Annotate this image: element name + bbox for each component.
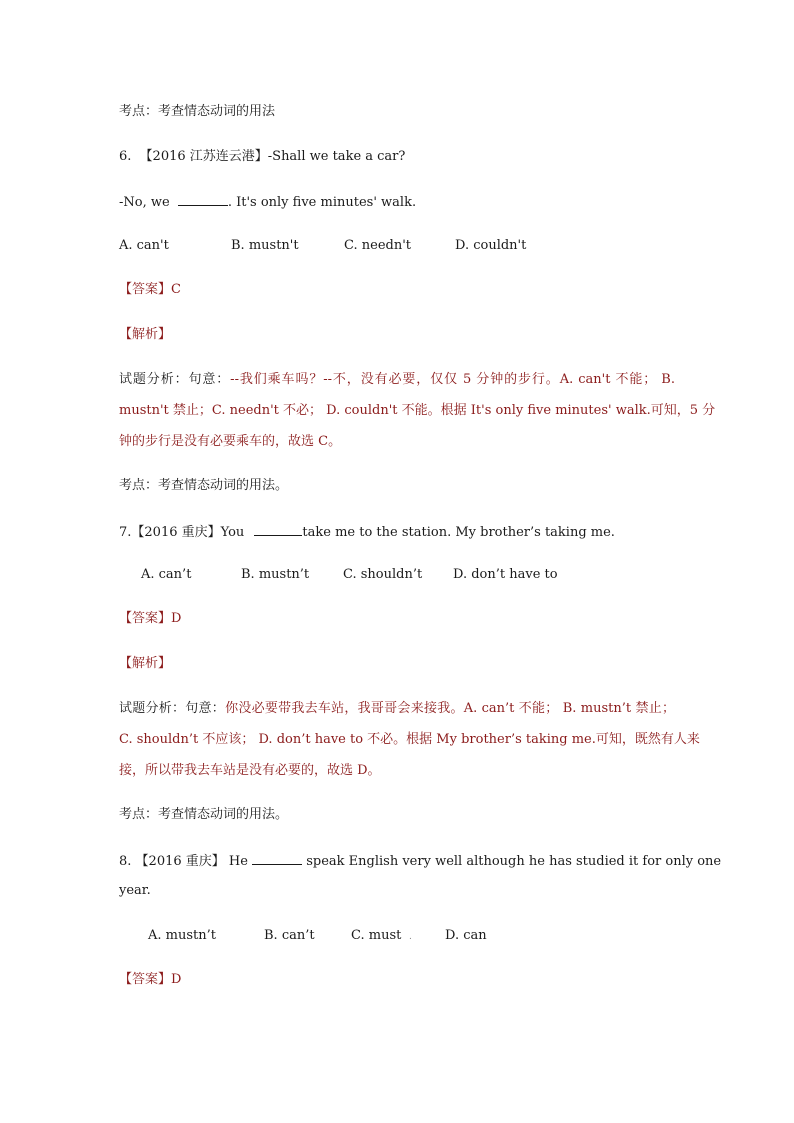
question-7-analysis-line-3 xyxy=(119,763,381,779)
kaodian-line-1 xyxy=(119,104,275,120)
question-source: 【2016 重庆】 xyxy=(131,525,221,540)
analysis-label: 【解析】 xyxy=(119,327,172,342)
question-6-analysis-line-1 xyxy=(119,372,675,388)
question-6-answer xyxy=(119,282,181,298)
option-b: B. mustn't xyxy=(231,238,299,253)
answer-blank xyxy=(254,523,302,536)
question-number: 8. xyxy=(119,854,132,869)
question-6-analysis-label xyxy=(119,327,171,343)
question-6-stem xyxy=(119,149,405,165)
question-stem: -Shall we take a car? xyxy=(267,149,406,164)
question-8-stem-line-2 xyxy=(119,883,151,899)
option-b: B. can’t xyxy=(264,928,315,943)
kaodian-text: 考点：考查情态动词的用法。 xyxy=(119,807,289,822)
analysis-text: 接，所以带我去车站是没有必要的，故选 D。 xyxy=(119,763,381,778)
stem-continuation: year. xyxy=(119,883,151,898)
question-source: 【2016 江苏连云港】 xyxy=(139,149,268,164)
question-7-stem xyxy=(119,523,615,541)
analysis-prefix: 试题分析：句意： xyxy=(119,701,226,716)
analysis-text: 钟的步行是没有必要乘车的，故选 C。 xyxy=(119,434,342,449)
stem-suffix: take me to the station. My brother’s taking me. xyxy=(302,525,615,540)
question-6-kaodian xyxy=(119,478,288,494)
option-d: D. couldn't xyxy=(455,238,527,253)
stem-suffix: speak English very well although he has studied it for only one xyxy=(306,854,722,869)
kaodian-text: 考点：考查情态动词的用法。 xyxy=(119,478,289,493)
option-d: D. can xyxy=(445,928,487,943)
answer-value: D xyxy=(171,972,182,987)
answer-value: D xyxy=(171,611,182,626)
question-7-analysis-line-2 xyxy=(119,732,700,748)
question-6-options xyxy=(119,238,526,254)
question-8-stem xyxy=(119,852,722,870)
question-6-analysis-line-2 xyxy=(119,403,716,419)
question-source: 【2016 重庆】 xyxy=(135,854,225,869)
answer-blank xyxy=(252,852,302,865)
question-8-answer xyxy=(119,972,181,988)
analysis-prefix: 试题分析：句意： xyxy=(119,372,231,387)
question-7-options xyxy=(141,567,558,583)
answer-label: 【答案】 xyxy=(119,972,172,987)
question-8-options xyxy=(148,928,487,945)
stray-dot: . xyxy=(409,932,412,942)
answer-label: 【答案】 xyxy=(119,611,172,626)
stem-prefix: He xyxy=(228,854,248,869)
question-6-analysis-line-3 xyxy=(119,434,341,450)
question-7-answer xyxy=(119,611,181,627)
question-7-analysis-line-1 xyxy=(119,701,675,717)
analysis-text: mustn't 禁止；C. needn't 不必； D. couldn't 不能。根据 It's only five minutes' walk.可知，5 分 xyxy=(119,403,716,418)
question-6-reply xyxy=(119,193,416,211)
option-a: A. mustn’t xyxy=(148,928,216,943)
option-c: C. needn't xyxy=(344,238,411,253)
option-a: A. can't xyxy=(119,238,169,253)
reply-prefix: -No, we xyxy=(119,195,170,210)
answer-value: C xyxy=(171,282,181,297)
question-number: 7. xyxy=(119,525,132,540)
option-a: A. can’t xyxy=(141,567,192,582)
analysis-text: C. shouldn’t 不应该； D. don’t have to 不必。根据 My brother’s taking me.可知，既然有人来 xyxy=(119,732,700,747)
analysis-text: 你没必要带我去车站，我哥哥会来接我。A. can’t 不能； B. mustn’t 禁止； xyxy=(225,701,675,716)
option-d: D. don’t have to xyxy=(453,567,558,582)
question-number: 6. xyxy=(119,149,132,164)
analysis-text: --我们乘车吗？--不，没有必要，仅仅 5 分钟的步行。A. can't 不能； B. xyxy=(230,372,675,387)
question-7-kaodian xyxy=(119,807,288,823)
answer-label: 【答案】 xyxy=(119,282,172,297)
analysis-label: 【解析】 xyxy=(119,656,172,671)
option-c: C. must xyxy=(351,928,402,943)
option-c: C. shouldn’t xyxy=(343,567,423,582)
reply-suffix: . It's only five minutes' walk. xyxy=(227,195,417,210)
answer-blank xyxy=(178,193,228,206)
option-b: B. mustn’t xyxy=(241,567,310,582)
stem-prefix: You xyxy=(220,525,245,540)
question-7-analysis-label xyxy=(119,656,171,672)
kaodian-text: 考点：考查情态动词的用法 xyxy=(119,104,276,119)
